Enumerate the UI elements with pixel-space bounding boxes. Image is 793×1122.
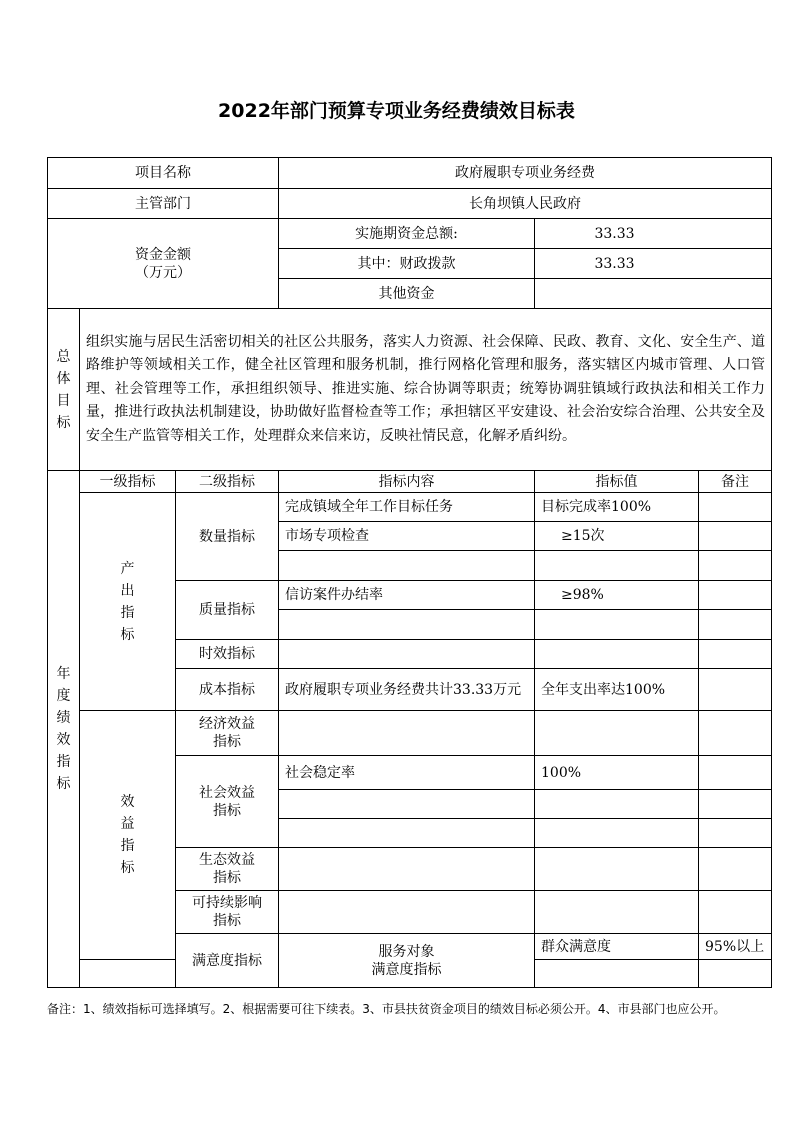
- col-header-remark: 备注: [699, 471, 772, 493]
- indicator-content: 信访案件办结率: [279, 581, 535, 610]
- overall-goal-text: 组织实施与居民生活密切相关的社区公共服务，落实人力资源、社会保障、民政、教育、文化、安全生产、道路维护等领域相关工作，健全社区管理和服务机制，推行网格化管理和服务，落实辖区内城市管理、人口管理、社会管理等工作，承担组织领导、推进实施、综合协调等职责；统筹协调驻镇域行政执法和相关工作力量，推进行政执法机制建设，协助做好监督检查等工作；承担辖区平安建设、社会治安综合治理、公共安全及安全生产监管等相关工作，处理群众来信来访，反映社情民意，化解矛盾纠纷。: [80, 309, 772, 471]
- satisfaction-indicator-label: 满意度指标: [176, 934, 279, 988]
- benefit-indicator-label: [80, 711, 176, 960]
- project-name-value: 政府履职专项业务经费: [279, 158, 772, 189]
- indicator-remark: [699, 610, 772, 640]
- footnote: 备注：1、绩效指标可选择填写。2、根据需要可往下续表。3、市县扶贫资金项目的绩效目标必须公开。4、市县部门也应公开。: [47, 1002, 726, 1016]
- indicator-remark: [699, 790, 772, 819]
- col-header-level1: 一级指标: [80, 471, 176, 493]
- indicator-content: [279, 610, 535, 640]
- total-funds-label: 实施期资金总额:: [279, 219, 535, 249]
- dept-value: 长角坝镇人民政府: [279, 189, 772, 219]
- indicator-remark: [699, 551, 772, 581]
- indicator-remark: [699, 522, 772, 551]
- indicator-content: 社会稳定率: [279, 756, 535, 790]
- output-label-char: 产: [120, 560, 135, 577]
- eco-label-line: 指标: [213, 870, 241, 886]
- goal-label-char: 目: [56, 392, 71, 409]
- indicator-value: [535, 891, 699, 934]
- indicator-remark: [699, 640, 772, 669]
- cost-indicator-label: 成本指标: [176, 669, 279, 711]
- indicator-content: 完成镇域全年工作目标任务: [279, 493, 535, 522]
- total-funds-row: [48, 219, 772, 249]
- indicator-remark: [699, 493, 772, 522]
- indicator-content: 市场专项检查: [279, 522, 535, 551]
- annual-label-char: 绩: [56, 710, 71, 726]
- service-label-line: 满意度指标: [371, 961, 442, 978]
- sustain-indicator-label: [176, 891, 279, 934]
- economic-indicator-label: [176, 711, 279, 756]
- indicator-content: 政府履职专项业务经费共计33.33万元: [279, 669, 535, 711]
- benefit-label-char: 标: [120, 860, 135, 876]
- indicator-remark: [699, 711, 772, 756]
- annual-label-char: 指: [56, 754, 71, 770]
- goal-label-char: 标: [56, 414, 71, 431]
- indicator-content: [279, 848, 535, 891]
- col-header-content: 指标内容: [279, 471, 535, 493]
- indicator-content: [279, 819, 535, 848]
- annual-label-char: 度: [56, 688, 71, 704]
- sustain-label-line: 可持续影响: [192, 895, 262, 911]
- annual-label-char: 效: [56, 732, 71, 748]
- indicator-value: [535, 819, 699, 848]
- project-name-row: [48, 158, 772, 189]
- indicator-content: [80, 960, 176, 988]
- quality-indicator-label: 质量指标: [176, 581, 279, 640]
- eco-label-line: 生态效益: [199, 852, 255, 868]
- indicator-content: [279, 640, 535, 669]
- annual-label-char: 年: [56, 666, 71, 682]
- goal-label-char: 体: [56, 370, 71, 387]
- indicator-content: [279, 790, 535, 819]
- page-title: 2022年部门预算专项业务经费绩效目标表: [218, 100, 575, 122]
- output-indicator-label: [80, 493, 176, 711]
- social-indicator-label: [176, 756, 279, 848]
- table-row: [48, 493, 772, 522]
- table-row: [48, 711, 772, 756]
- overall-goal-row: [48, 309, 772, 471]
- eco-indicator-label: [176, 848, 279, 891]
- total-funds-value: 33.33: [535, 219, 772, 249]
- indicator-value: ≥98%: [535, 581, 699, 610]
- indicator-value: 95%以上: [699, 934, 772, 960]
- indicator-value: [535, 848, 699, 891]
- sustain-label-line: 指标: [213, 913, 241, 929]
- social-label-line: 社会效益: [199, 784, 255, 801]
- output-label-char: 指: [120, 604, 135, 621]
- benefit-label-char: 益: [120, 816, 135, 832]
- dept-row: [48, 189, 772, 219]
- indicator-value: [535, 711, 699, 756]
- col-header-level2: 二级指标: [176, 471, 279, 493]
- indicator-content: 群众满意度: [535, 934, 699, 960]
- fiscal-funds-label: 其中：财政拨款: [279, 249, 535, 279]
- funds-label-line1: 资金金额: [135, 246, 191, 263]
- indicator-value: [535, 640, 699, 669]
- service-indicator-label: [279, 934, 535, 988]
- indicator-value: [535, 790, 699, 819]
- quantity-indicator-label: 数量指标: [176, 493, 279, 581]
- indicator-value: [535, 960, 699, 988]
- indicator-remark: [699, 848, 772, 891]
- indicator-header-row: [48, 471, 772, 493]
- funds-label-line2: （万元）: [135, 264, 191, 281]
- performance-target-table: [47, 157, 772, 988]
- indicator-value: ≥15次: [535, 522, 699, 551]
- indicator-content: [279, 711, 535, 756]
- indicator-remark: [699, 819, 772, 848]
- indicator-value: [535, 610, 699, 640]
- indicator-remark: [699, 891, 772, 934]
- dept-label: 主管部门: [48, 189, 279, 219]
- other-funds-value: [535, 279, 772, 309]
- benefit-label-char: 效: [120, 794, 135, 810]
- indicator-value: 100%: [535, 756, 699, 790]
- annual-label-char: 标: [56, 776, 71, 792]
- indicator-content: [279, 551, 535, 581]
- service-label-line: 服务对象: [378, 943, 435, 960]
- output-label-char: 出: [120, 582, 135, 599]
- indicator-remark: [699, 581, 772, 610]
- indicator-value: 全年支出率达100%: [535, 669, 699, 711]
- col-header-value: 指标值: [535, 471, 699, 493]
- economic-label-line: 经济效益: [199, 716, 255, 732]
- overall-goal-label: [48, 309, 80, 471]
- output-label-char: 标: [120, 626, 135, 643]
- benefit-label-char: 指: [120, 838, 135, 854]
- indicator-value: 目标完成率100%: [535, 493, 699, 522]
- economic-label-line: 指标: [213, 734, 241, 750]
- indicator-remark: [699, 669, 772, 711]
- indicator-content: [279, 891, 535, 934]
- annual-indicator-label: [48, 471, 80, 988]
- fiscal-funds-value: 33.33: [535, 249, 772, 279]
- indicator-remark: [699, 960, 772, 988]
- indicator-remark: [699, 756, 772, 790]
- indicator-value: [535, 551, 699, 581]
- social-label-line: 指标: [213, 802, 241, 819]
- goal-label-char: 总: [56, 348, 71, 365]
- funds-label: [48, 219, 279, 309]
- other-funds-label: 其他资金: [279, 279, 535, 309]
- timeliness-indicator-label: 时效指标: [176, 640, 279, 669]
- project-name-label: 项目名称: [48, 158, 279, 189]
